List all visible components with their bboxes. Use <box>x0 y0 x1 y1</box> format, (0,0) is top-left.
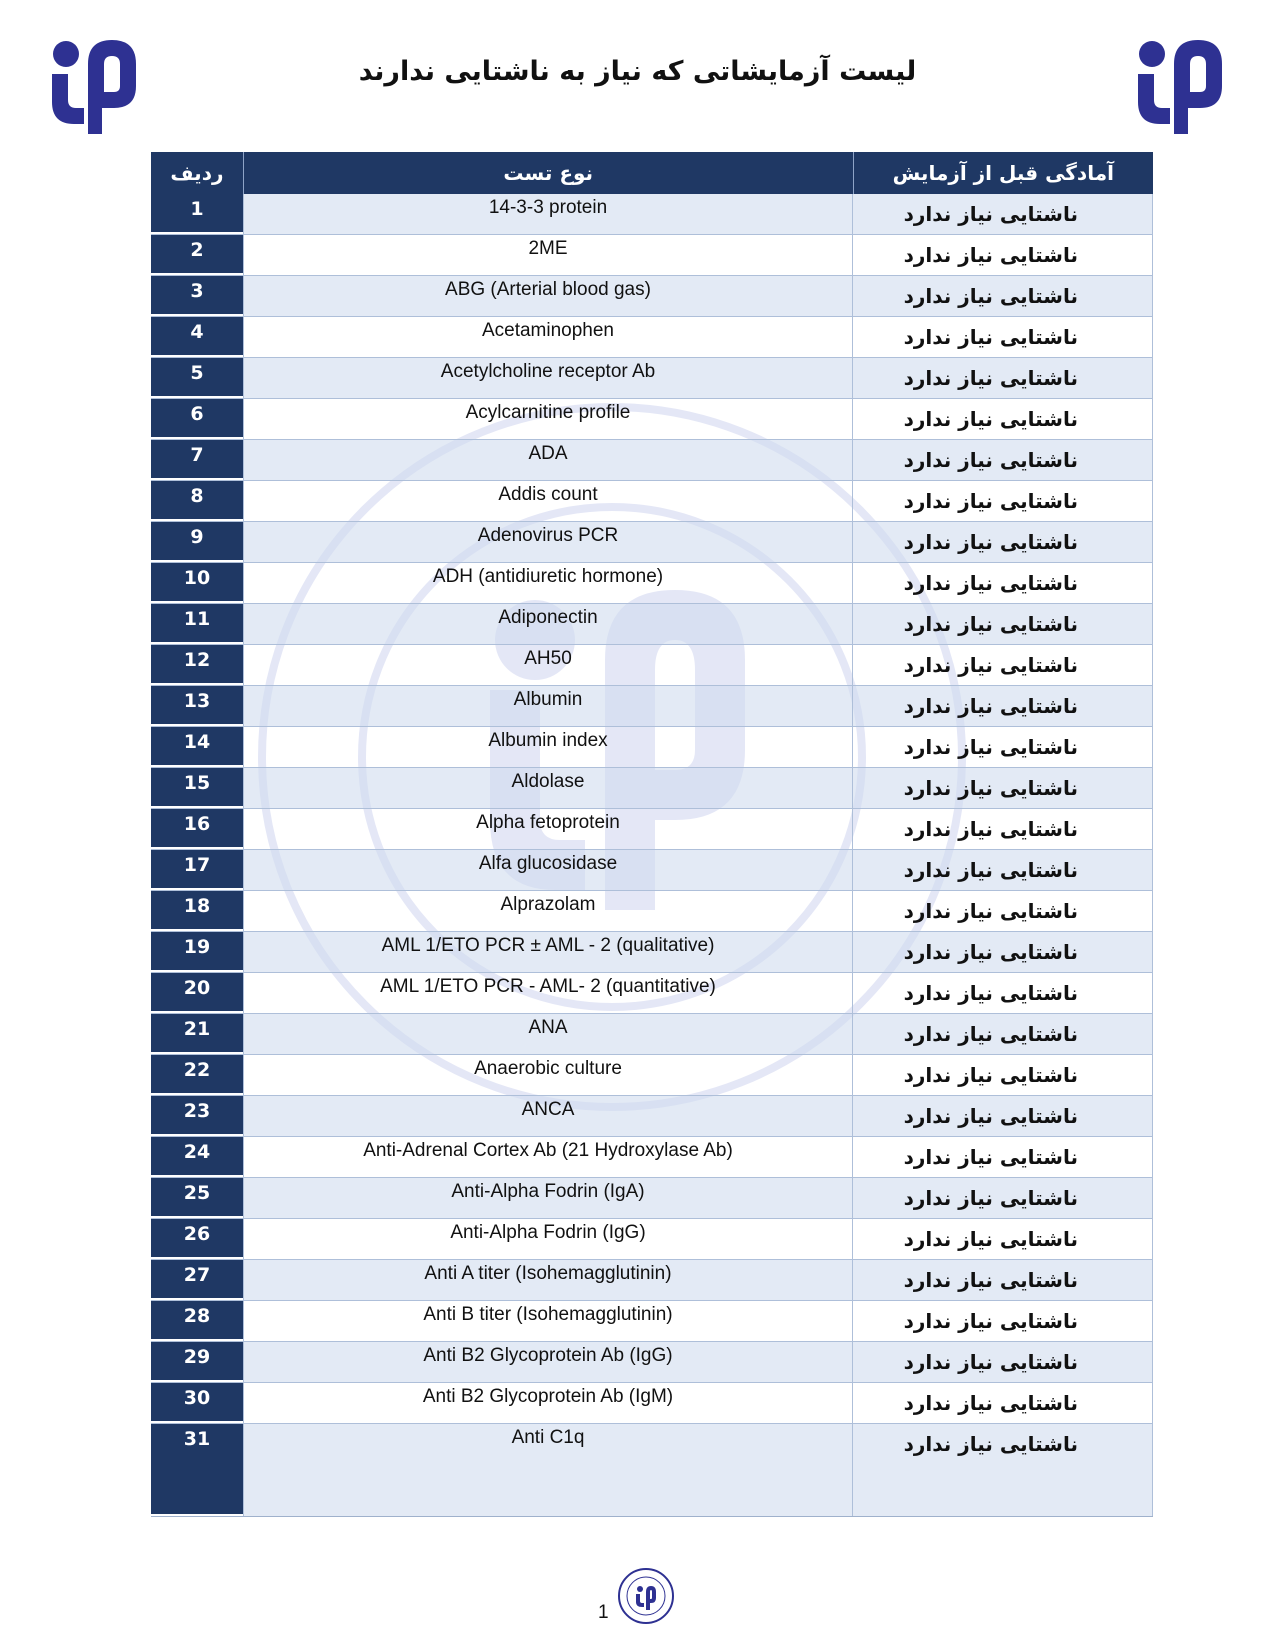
table-row <box>151 563 1153 604</box>
table-row <box>151 645 1153 686</box>
fasting-requirement: ناشتایی نیاز ندارد <box>853 563 1153 603</box>
table-row <box>151 440 1153 481</box>
test-name: Acylcarnitine profile <box>243 399 853 439</box>
fasting-requirement: ناشتایی نیاز ندارد <box>853 727 1153 767</box>
row-number: 1 <box>151 194 243 234</box>
row-number: 10 <box>151 563 243 603</box>
test-name: ANA <box>243 1014 853 1054</box>
test-name: AH50 <box>243 645 853 685</box>
table-row <box>151 1342 1153 1383</box>
test-name: Anti A titer (Isohemagglutinin) <box>243 1260 853 1300</box>
row-number: 30 <box>151 1383 243 1423</box>
fasting-requirement: ناشتایی نیاز ندارد <box>853 1055 1153 1095</box>
column-header-preparation: آمادگی قبل از آزمایش <box>892 161 1114 185</box>
test-name: Anti-Alpha Fodrin (IgA) <box>243 1178 853 1218</box>
fasting-requirement: ناشتایی نیاز ندارد <box>853 1342 1153 1382</box>
fasting-requirement: ناشتایی نیاز ندارد <box>853 522 1153 562</box>
table-row <box>151 235 1153 276</box>
fasting-requirement: ناشتایی نیاز ندارد <box>853 850 1153 890</box>
row-number: 12 <box>151 645 243 685</box>
row-number: 9 <box>151 522 243 562</box>
table-row <box>151 850 1153 891</box>
test-name: 2ME <box>243 235 853 275</box>
row-number: 31 <box>151 1424 243 1516</box>
column-header-row-no: ردیف <box>170 161 224 185</box>
fasting-requirement: ناشتایی نیاز ندارد <box>853 481 1153 521</box>
row-number: 18 <box>151 891 243 931</box>
row-number: 11 <box>151 604 243 644</box>
test-name: Anti C1q <box>243 1424 853 1516</box>
table-row <box>151 1260 1153 1301</box>
table-row <box>151 891 1153 932</box>
fasting-requirement: ناشتایی نیاز ندارد <box>853 1301 1153 1341</box>
fasting-requirement: ناشتایی نیاز ندارد <box>853 809 1153 849</box>
test-name: Albumin <box>243 686 853 726</box>
table-row <box>151 1096 1153 1137</box>
row-number: 24 <box>151 1137 243 1177</box>
test-name: Anti B2 Glycoprotein Ab (IgM) <box>243 1383 853 1423</box>
fasting-requirement: ناشتایی نیاز ندارد <box>853 399 1153 439</box>
fasting-requirement: ناشتایی نیاز ندارد <box>853 317 1153 357</box>
test-name: ANCA <box>243 1096 853 1136</box>
row-number: 3 <box>151 276 243 316</box>
row-number: 6 <box>151 399 243 439</box>
row-number: 19 <box>151 932 243 972</box>
fasting-requirement: ناشتایی نیاز ندارد <box>853 1424 1153 1516</box>
test-name: AML 1/ETO PCR - AML- 2 (quantitative) <box>243 973 853 1013</box>
test-name: Alprazolam <box>243 891 853 931</box>
row-number: 22 <box>151 1055 243 1095</box>
test-name: AML 1/ETO PCR ± AML - 2 (qualitative) <box>243 932 853 972</box>
test-name: Albumin index <box>243 727 853 767</box>
row-number: 25 <box>151 1178 243 1218</box>
fasting-requirement: ناشتایی نیاز ندارد <box>853 276 1153 316</box>
test-name: ABG (Arterial blood gas) <box>243 276 853 316</box>
table-row <box>151 522 1153 563</box>
test-name: Adenovirus PCR <box>243 522 853 562</box>
table-row <box>151 481 1153 522</box>
fasting-requirement: ناشتایی نیاز ندارد <box>853 1260 1153 1300</box>
page-title: لیست آزمایشاتی که نیاز به ناشتایی ندارند <box>358 56 917 87</box>
table-row <box>151 1383 1153 1424</box>
fasting-requirement: ناشتایی نیاز ندارد <box>853 604 1153 644</box>
table-row <box>151 809 1153 850</box>
fasting-requirement: ناشتایی نیاز ندارد <box>853 1219 1153 1259</box>
test-name: 14-3-3 protein <box>243 194 853 234</box>
table-row <box>151 973 1153 1014</box>
table-row <box>151 1178 1153 1219</box>
fasting-requirement: ناشتایی نیاز ندارد <box>853 1178 1153 1218</box>
table-row <box>151 686 1153 727</box>
table-row <box>151 727 1153 768</box>
table-row <box>151 932 1153 973</box>
test-name: Alpha fetoprotein <box>243 809 853 849</box>
fasting-requirement: ناشتایی نیاز ندارد <box>853 235 1153 275</box>
lab-seal-icon <box>616 1566 676 1626</box>
logo-right-icon <box>1130 24 1230 140</box>
row-number: 2 <box>151 235 243 275</box>
fasting-requirement: ناشتایی نیاز ندارد <box>853 932 1153 972</box>
table-header <box>151 152 1153 194</box>
row-number: 23 <box>151 1096 243 1136</box>
table-row <box>151 1424 1153 1517</box>
table-row <box>151 1014 1153 1055</box>
test-name: Anti-Adrenal Cortex Ab (21 Hydroxylase Ab) <box>243 1137 853 1177</box>
table-row <box>151 1301 1153 1342</box>
table-row <box>151 399 1153 440</box>
row-number: 7 <box>151 440 243 480</box>
table-row <box>151 604 1153 645</box>
test-name: Anti B titer (Isohemagglutinin) <box>243 1301 853 1341</box>
row-number: 28 <box>151 1301 243 1341</box>
table-body <box>151 194 1153 1517</box>
fasting-requirement: ناشتایی نیاز ندارد <box>853 1096 1153 1136</box>
fasting-requirement: ناشتایی نیاز ندارد <box>853 686 1153 726</box>
fasting-requirement: ناشتایی نیاز ندارد <box>853 768 1153 808</box>
column-header-test-type: نوع تست <box>243 152 854 194</box>
fasting-requirement: ناشتایی نیاز ندارد <box>853 1014 1153 1054</box>
test-name: Acetaminophen <box>243 317 853 357</box>
row-number: 27 <box>151 1260 243 1300</box>
test-name: Anaerobic culture <box>243 1055 853 1095</box>
table-row <box>151 1137 1153 1178</box>
row-number: 17 <box>151 850 243 890</box>
test-name: Aldolase <box>243 768 853 808</box>
fasting-requirement: ناشتایی نیاز ندارد <box>853 645 1153 685</box>
fasting-requirement: ناشتایی نیاز ندارد <box>853 973 1153 1013</box>
fasting-requirement: ناشتایی نیاز ندارد <box>853 891 1153 931</box>
tests-table <box>151 152 1153 1517</box>
row-number: 29 <box>151 1342 243 1382</box>
test-name: ADA <box>243 440 853 480</box>
table-row <box>151 276 1153 317</box>
row-number: 8 <box>151 481 243 521</box>
table-row <box>151 1219 1153 1260</box>
test-name: Acetylcholine receptor Ab <box>243 358 853 398</box>
test-name: Anti B2 Glycoprotein Ab (IgG) <box>243 1342 853 1382</box>
row-number: 26 <box>151 1219 243 1259</box>
fasting-requirement: ناشتایی نیاز ندارد <box>853 440 1153 480</box>
table-row <box>151 1055 1153 1096</box>
test-name: ADH (antidiuretic hormone) <box>243 563 853 603</box>
row-number: 5 <box>151 358 243 398</box>
table-row <box>151 317 1153 358</box>
test-name: Alfa glucosidase <box>243 850 853 890</box>
fasting-requirement: ناشتایی نیاز ندارد <box>853 1137 1153 1177</box>
row-number: 16 <box>151 809 243 849</box>
test-name: Adiponectin <box>243 604 853 644</box>
test-name: Anti-Alpha Fodrin (IgG) <box>243 1219 853 1259</box>
table-row <box>151 194 1153 235</box>
fasting-requirement: ناشتایی نیاز ندارد <box>853 1383 1153 1423</box>
row-number: 13 <box>151 686 243 726</box>
row-number: 21 <box>151 1014 243 1054</box>
fasting-requirement: ناشتایی نیاز ندارد <box>853 194 1153 234</box>
row-number: 15 <box>151 768 243 808</box>
row-number: 14 <box>151 727 243 767</box>
table-row <box>151 768 1153 809</box>
row-number: 20 <box>151 973 243 1013</box>
row-number: 4 <box>151 317 243 357</box>
test-name: Addis count <box>243 481 853 521</box>
fasting-requirement: ناشتایی نیاز ندارد <box>853 358 1153 398</box>
logo-left-icon <box>44 24 144 140</box>
page-number: 1 <box>598 1602 609 1623</box>
table-row <box>151 358 1153 399</box>
